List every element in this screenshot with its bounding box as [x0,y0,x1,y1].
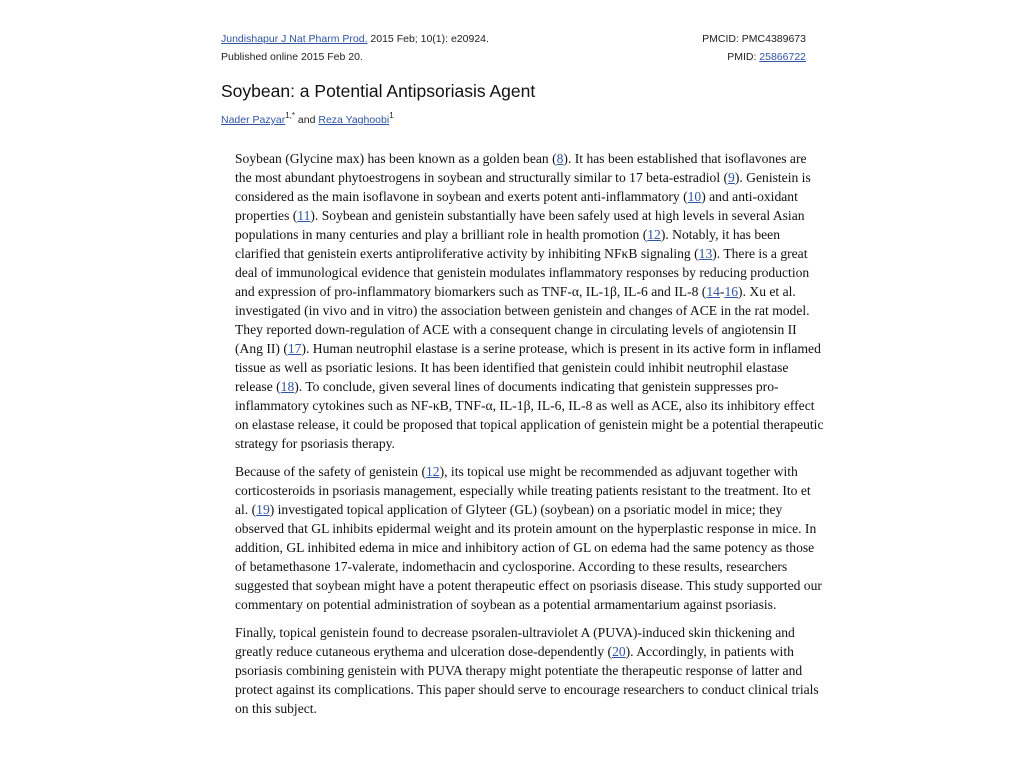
reference-link[interactable]: 12 [426,464,440,479]
citation-header [221,30,489,66]
paragraph-text: Soybean (Glycine max) has been known as a golden bean ( [235,151,557,166]
author-list [221,111,394,126]
reference-link[interactable]: 16 [724,284,739,299]
journal-link[interactable]: Jundishapur J Nat Pharm Prod. [221,33,368,45]
reference-link[interactable]: 17 [287,341,302,356]
paragraph-text: ). Genistein is considered as the main isoflavone in soybean and exerts potent anti-inflammatory ( [235,170,811,204]
pmcid: PMCID: PMC4389673 [702,33,806,45]
reference-link[interactable]: 8 [556,151,564,166]
reference-link[interactable]: 10 [687,189,702,204]
paragraph-text: - [719,284,725,299]
paragraph-text: ). Accordingly, in patients with psoriasis combining genistein with PUVA therapy might potentiate the therapeutic response of latter and protect against its complications. This paper should serve to encourage researchers to conduct clinical trials on this subject. [235,644,819,716]
paragraph-text: ). Human neutrophil elastase is a serine protease, which is present in its active form in inflamed tissue as well as psoriatic lesions. It has been identified that genistein could inhibit neutrophil elastase release ( [235,341,821,394]
paragraph-text: ) and anti-oxidant properties ( [235,189,798,223]
paragraph [235,623,825,718]
paragraph-text: Finally, topical genistein found to decrease psoralen-ultraviolet A (PUVA)-induced skin thickening and greatly reduce cutaneous erythema and ulceration dose-dependently ( [235,625,795,659]
paragraph [235,462,825,614]
paragraph-text: ), its topical use might be recommended as adjuvant together with corticosteroids in psoriasis management, especially while treating patients resistant to the treatment. Ito et al. ( [235,464,811,517]
paragraph-text: ). There is a great deal of immunological evidence that genistein modulates inflammatory responses by reducing production and expression of pro-inflammatory biomarkers such as TNF-α, IL-1β, IL-6 and IL-8 ( [235,246,810,299]
author-link-pazyar[interactable]: Nader Pazyar [221,114,286,126]
paragraph-text: ) investigated topical application of Glyteer (GL) (soybean) on a psoriatic model in mice; they observed that GL inhibits epidermal weight and its protein amount on the hyperplastic response in mice. In addition, GL inhibited edema in mice and inhibitory action of GL on edema had the same potency as those of betamethasone 17-valerate, indomethacin and cyclosporine. According to these results, researchers suggested that soybean might have a potent therapeutic effect on psoriasis disease. This study supported our commentary on potential administration of soybean as a potential armamentarium against psoriasis. [235,502,822,612]
author-affiliation-marker: 1 [389,111,394,120]
paragraph-text: ). Notably, it has been clarified that genistein exerts antiproliferative activity by inhibiting NFκB signaling ( [235,227,781,261]
pmid-line [702,48,806,66]
identifiers [702,30,806,66]
published-date: Published online 2015 Feb 20. [221,51,363,63]
author-link-yaghoobi[interactable]: Reza Yaghoobi [318,114,390,126]
paragraph-text: ). It has been established that isoflavones are the most abundant phytoestrogens in soybean and structurally similar to 17 beta-estradiol ( [235,151,807,185]
paragraph [235,149,825,453]
reference-link[interactable]: 14 [706,284,720,299]
reference-link[interactable]: 11 [297,208,311,223]
author-conjunction: and [295,114,319,126]
article-title: Soybean: a Potential Antipsoriasis Agent [221,81,536,101]
reference-link[interactable]: 12 [647,227,661,242]
author-affiliation-marker: 1,* [285,111,295,120]
citation-details: 2015 Feb; 10(1): e20924. [367,33,489,45]
paragraph-text: ). Xu et al. investigated (in vivo and in vitro) the association between genistein and changes of ACE in the rat model. They reported down-regulation of ACE with a consequent change in circulating levels of angiotensin II (Ang II) ( [235,284,810,356]
pmid-label: PMID: [727,51,760,63]
paragraph-text: ). To conclude, given several lines of documents indicating that genistein suppresses pro-inflammatory cytokines such as NF-κB, TNF-α, IL-1β, IL-6, IL-8 as well as ACE, also its inhibitory effect on elastase release, it could be proposed that topical application of genistein might be a potential therapeutic strategy for psoriasis therapy. [235,379,824,451]
reference-link[interactable]: 9 [728,170,735,185]
reference-link[interactable]: 13 [698,246,713,261]
reference-link[interactable]: 20 [612,644,626,659]
paragraph-text: Because of the safety of genistein ( [235,464,426,479]
reference-link[interactable]: 18 [280,379,295,394]
pmid-link[interactable]: 25866722 [759,51,806,63]
reference-link[interactable]: 19 [256,502,270,517]
citation-line [221,30,489,48]
paragraph-text: ). Soybean and genistein substantially have been safely used at high levels in several Asian populations in many centuries and play a brilliant role in health promotion ( [235,208,805,242]
article-body [235,149,825,727]
